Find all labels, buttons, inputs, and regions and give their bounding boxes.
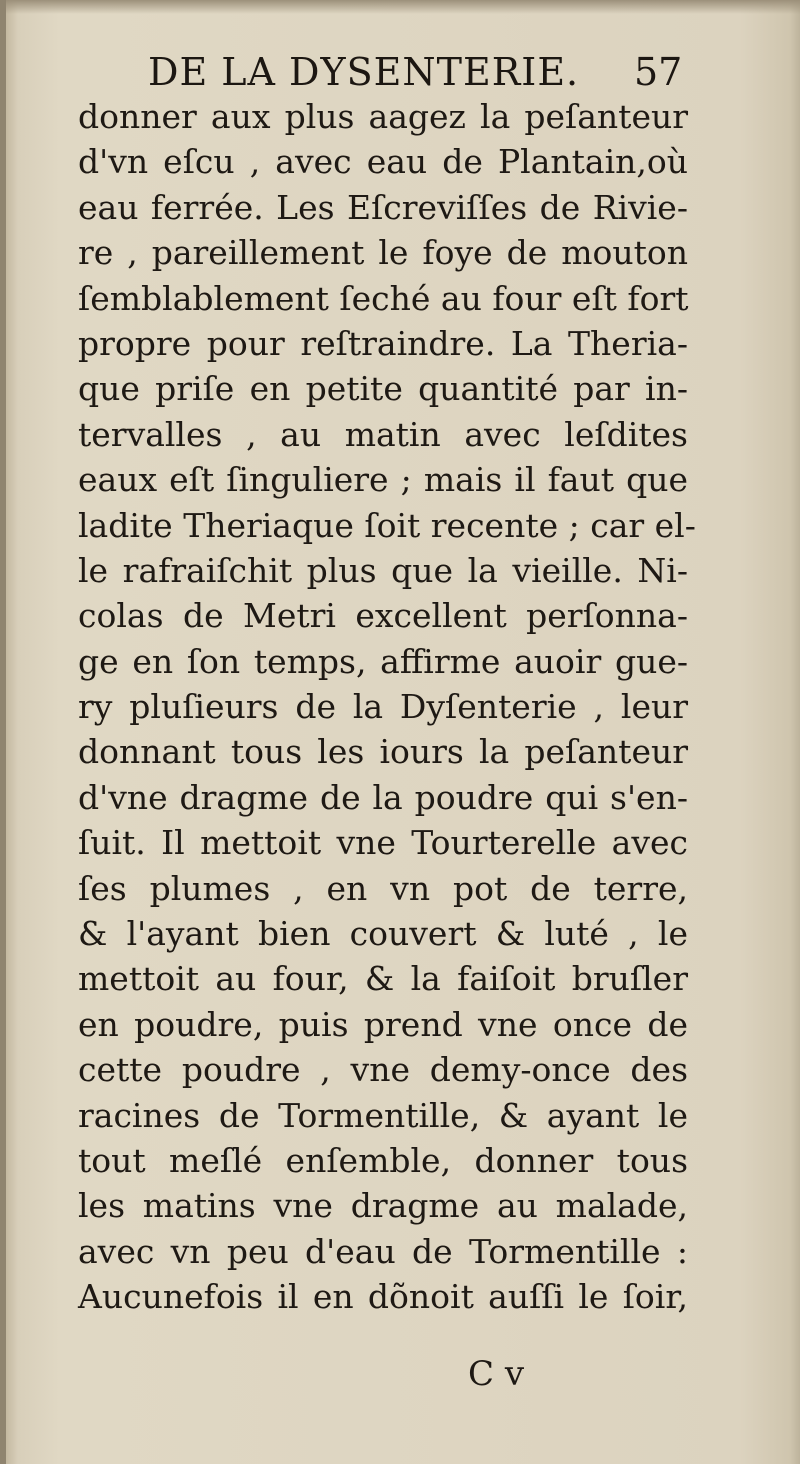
text-line: propre pour reſtraindre. La Theria- (78, 323, 688, 363)
text-line: les matins vne dragme au malade, (78, 1186, 688, 1226)
text-line: Aucunefois il en dõnoit auſſi le ſoir, (78, 1277, 688, 1317)
text-line: eau ferrée. Les Eſcreviſſes de Rivie- (78, 187, 688, 227)
page-number: 57 (634, 50, 683, 94)
text-line: en poudre, puis prend vne once de (78, 1004, 688, 1044)
text-line: ladite Theriaque ſoit recente ; car el- (78, 505, 696, 545)
text-line: donner aux plus aagez la peſanteur (78, 97, 688, 136)
text-line: ge en ſon temps, affirme auoir gue- (78, 641, 688, 681)
text-line: d'vn eſcu , avec eau de Plantain,où (78, 142, 688, 182)
text-line: & l'ayant bien couvert & luté , le (78, 914, 688, 954)
text-line: ſuit. Il mettoit vne Tourterelle avec (78, 823, 688, 863)
text-line: donnant tous les iours la peſanteur (78, 732, 688, 772)
text-line: racines de Tormentille, & ayant le (78, 1095, 688, 1135)
body-text (78, 94, 696, 1320)
text-line: le rafraiſchit plus que la vieille. Ni- (78, 550, 688, 590)
text-line: avec vn peu d'eau de Tormentille : (78, 1231, 688, 1271)
page-header (0, 48, 800, 98)
text-line: tervalles , au matin avec leſdites (78, 414, 688, 454)
text-line: mettoit au four, & la faiſoit bruſler (78, 959, 688, 999)
text-line: re , pareillement le foye de mouton (78, 233, 688, 273)
text-line: que priſe en petite quantité par in- (78, 369, 688, 409)
text-line: ſes plumes , en vn pot de terre, (78, 868, 688, 908)
running-title: DE LA DYSENTERIE. (148, 50, 580, 94)
text-line: ſemblablement ſeché au four eſt fort (78, 278, 689, 318)
text-line: colas de Metri excellent perſonna- (78, 596, 688, 636)
text-line: eaux eſt ſinguliere ; mais il faut que (78, 460, 688, 500)
text-line: tout meſlé enſemble, donner tous (78, 1140, 688, 1180)
text-line: cette poudre , vne demy-once des (78, 1050, 688, 1090)
page-binding-edge (0, 0, 6, 1464)
signature-mark: C v (468, 1354, 525, 1394)
page-top-shadow (0, 0, 800, 14)
text-line: d'vne dragme de la poudre qui s'en- (78, 777, 688, 817)
text-line: ry pluſieurs de la Dyſenterie , leur (78, 687, 688, 727)
